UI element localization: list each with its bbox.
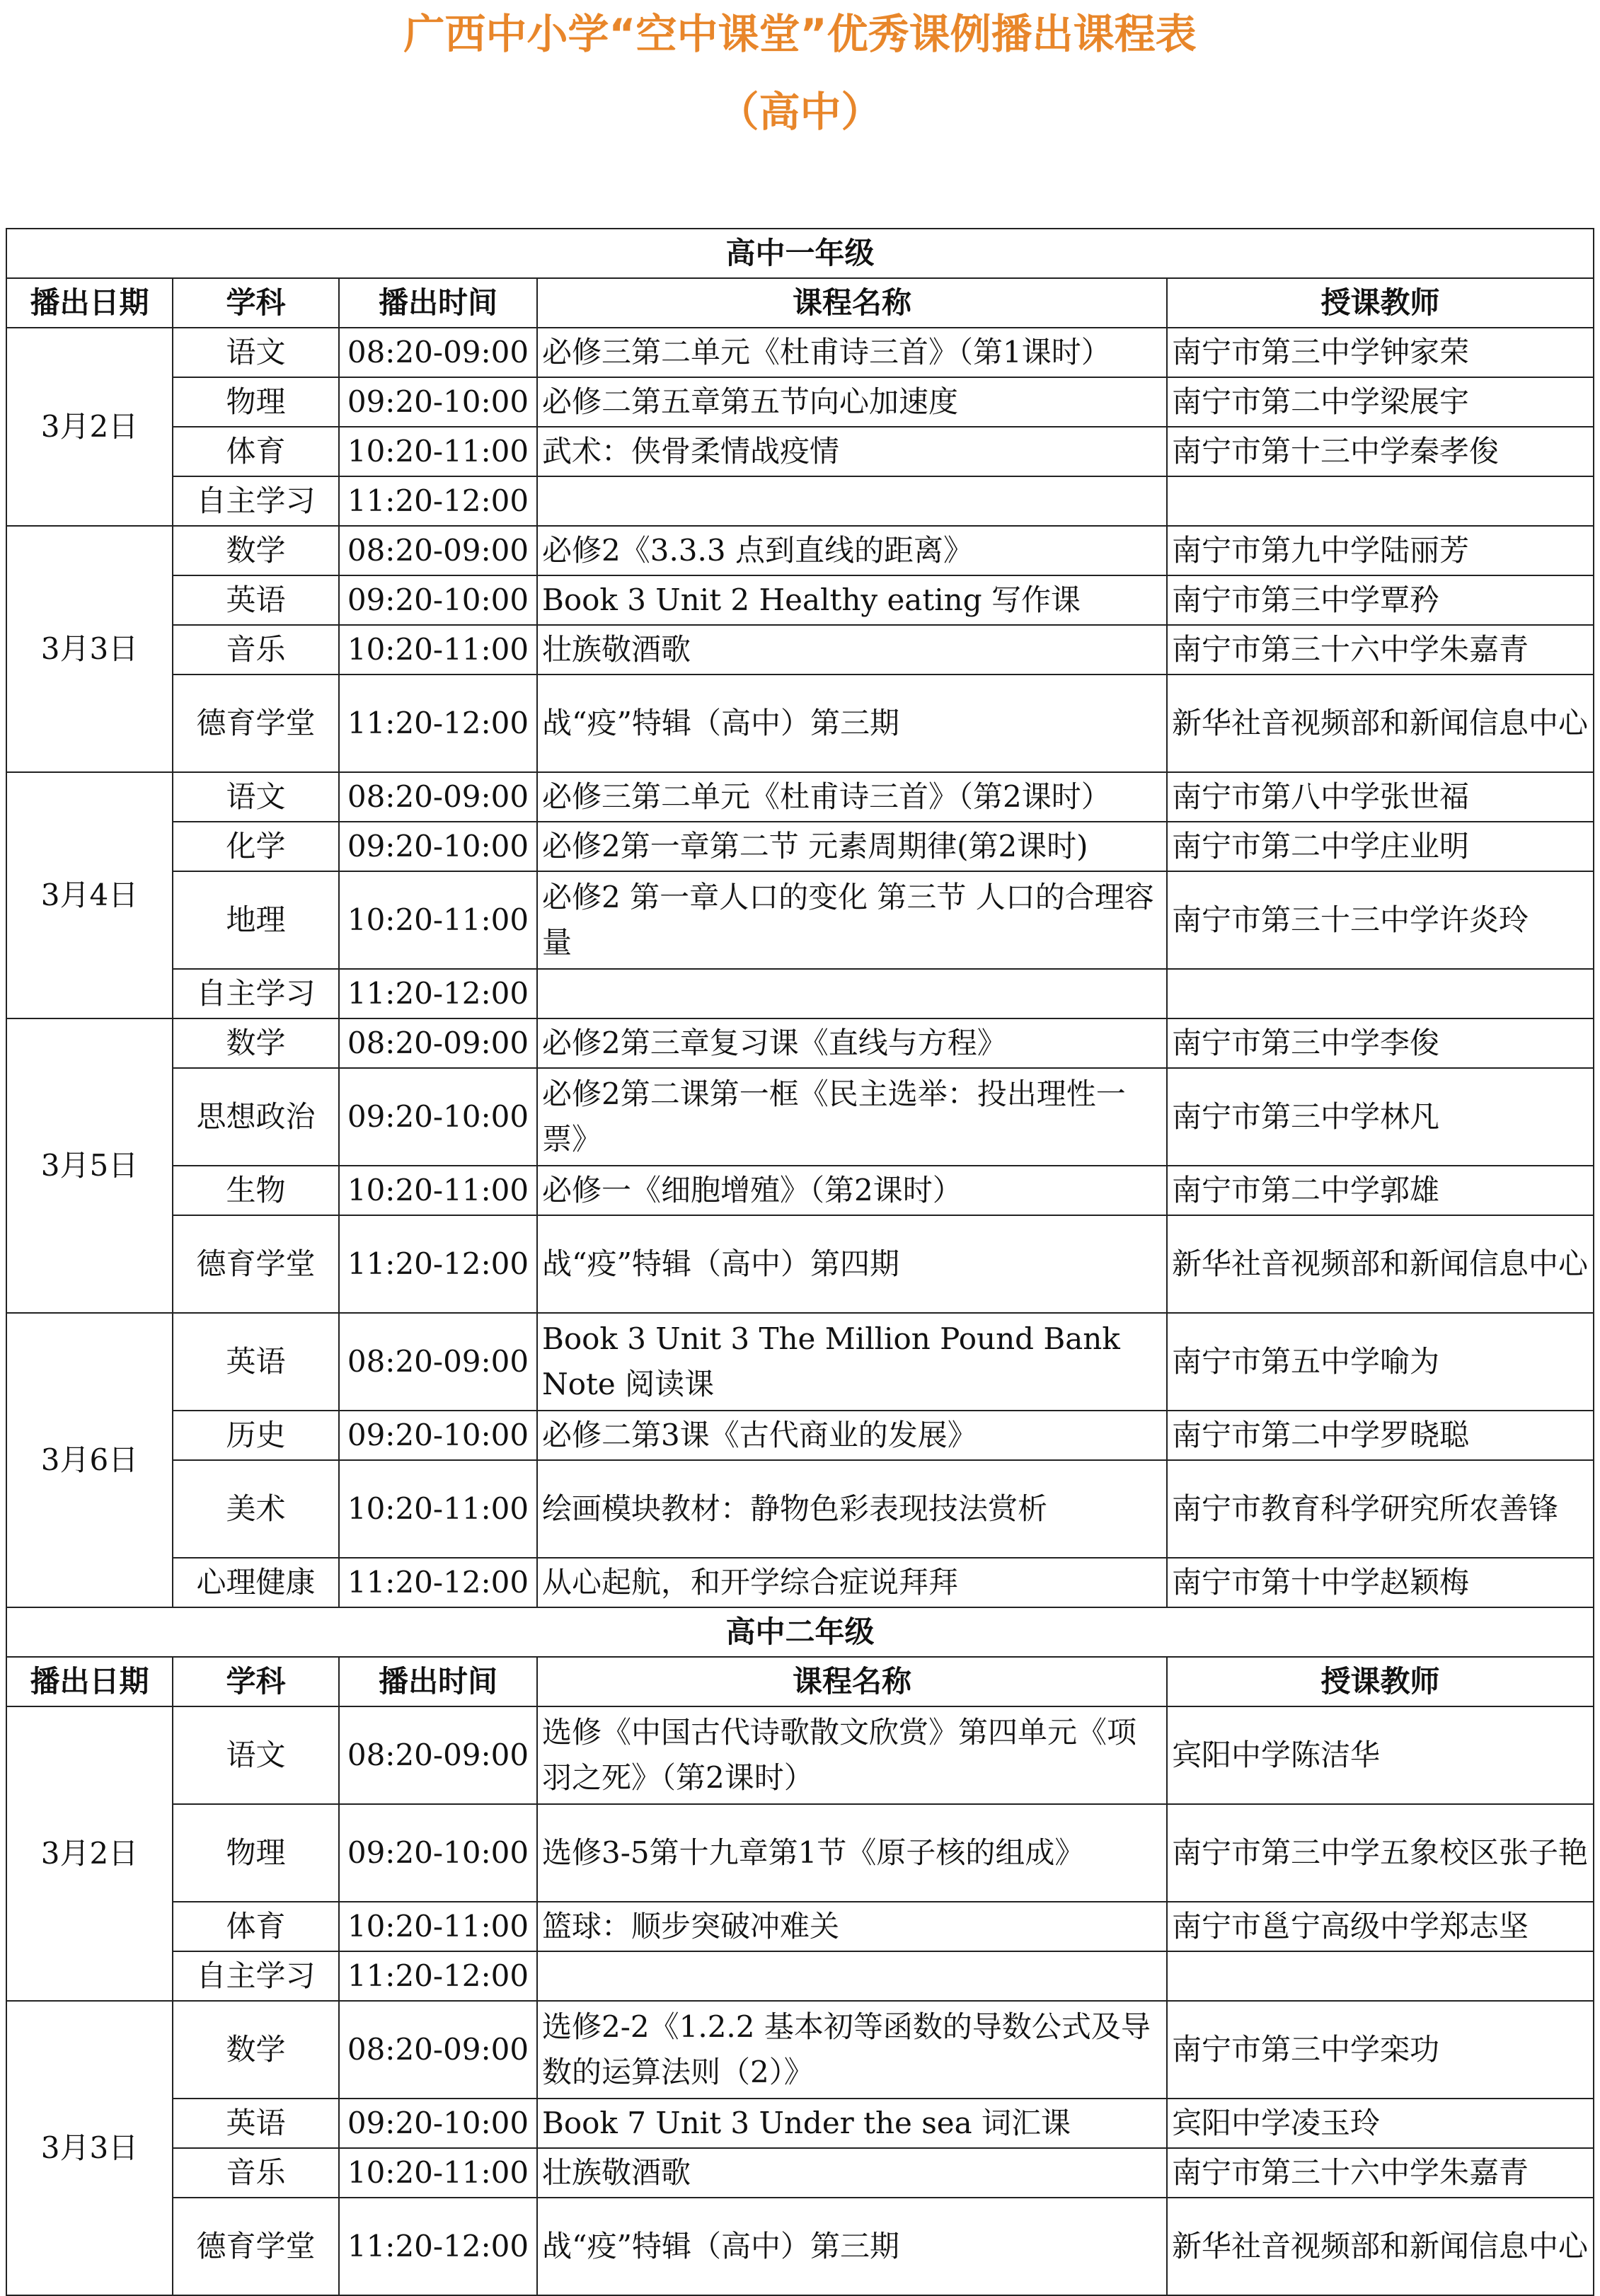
subject-cell: 音乐 [173,625,339,675]
course-cell: 必修二第3课《古代商业的发展》 [537,1411,1167,1460]
table-row [6,1460,1594,1558]
teacher-cell: 新华社音视频部和新闻信息中心 [1167,1215,1594,1313]
teacher-cell: 南宁市第十中学赵颖梅 [1167,1558,1594,1607]
date-cell: 3月4日 [6,772,173,1018]
header-date: 播出日期 [6,1657,173,1706]
course-cell: 壮族敬酒歌 [537,2148,1167,2198]
time-cell: 11:20-12:00 [339,675,537,772]
time-cell: 11:20-12:00 [339,1951,537,2001]
teacher-cell [1167,969,1594,1018]
subject-cell: 化学 [173,822,339,871]
time-cell: 09:20-10:00 [339,1411,537,1460]
header-teacher: 授课教师 [1167,278,1594,328]
time-cell: 09:20-10:00 [339,2099,537,2148]
subject-cell: 德育学堂 [173,675,339,772]
header-date: 播出日期 [6,278,173,328]
table-row [6,822,1594,871]
time-cell: 10:20-11:00 [339,1166,537,1215]
table-row [6,1951,1594,2001]
course-cell [537,969,1167,1018]
time-cell: 09:20-10:00 [339,575,537,625]
time-cell: 10:20-11:00 [339,2148,537,2198]
subject-cell: 历史 [173,1411,339,1460]
course-cell: 必修一《细胞增殖》（第2课时） [537,1166,1167,1215]
course-cell: Book 3 Unit 2 Healthy eating 写作课 [537,575,1167,625]
course-cell: 必修2《3.3.3 点到直线的距离》 [537,526,1167,575]
time-cell: 09:20-10:00 [339,377,537,427]
subject-cell: 心理健康 [173,1558,339,1607]
course-cell: 必修二第五章第五节向心加速度 [537,377,1167,427]
grade-title: 高中二年级 [6,1607,1594,1657]
subject-cell: 数学 [173,1018,339,1068]
subject-cell: 语文 [173,772,339,822]
subject-cell: 语文 [173,328,339,377]
course-cell: 壮族敬酒歌 [537,625,1167,675]
subject-cell: 自主学习 [173,476,339,526]
time-cell: 08:20-09:00 [339,772,537,822]
course-cell: Book 7 Unit 3 Under the sea 词汇课 [537,2099,1167,2148]
grade-header-row [6,1607,1594,1657]
header-time: 播出时间 [339,1657,537,1706]
table-row [6,427,1594,476]
table-row [6,2198,1594,2295]
subject-cell: 美术 [173,1460,339,1558]
teacher-cell: 南宁市第二中学梁展宇 [1167,377,1594,427]
teacher-cell: 新华社音视频部和新闻信息中心 [1167,675,1594,772]
time-cell: 10:20-11:00 [339,871,537,969]
course-cell: 必修2第一章第二节 元素周期律(第2课时) [537,822,1167,871]
course-cell: 必修2第二课第一框《民主选举：投出理性一票》 [537,1068,1167,1166]
course-cell: 篮球：顺步突破冲难关 [537,1902,1167,1951]
time-cell: 08:20-09:00 [339,328,537,377]
time-cell: 11:20-12:00 [339,2198,537,2295]
subject-cell: 数学 [173,2001,339,2099]
teacher-cell: 南宁市第二中学罗晓聪 [1167,1411,1594,1460]
course-cell: 必修三第二单元《杜甫诗三首》（第2课时） [537,772,1167,822]
teacher-cell: 南宁市第三中学林凡 [1167,1068,1594,1166]
table-row [6,1411,1594,1460]
course-cell: 战“疫”特辑（高中）第三期 [537,2198,1167,2295]
subject-cell: 体育 [173,427,339,476]
time-cell: 08:20-09:00 [339,1706,537,1804]
subject-cell: 物理 [173,377,339,427]
teacher-cell: 新华社音视频部和新闻信息中心 [1167,2198,1594,2295]
page-subtitle: （高中） [718,88,882,136]
course-cell: Book 3 Unit 3 The Million Pound Bank Note 阅读课 [537,1313,1167,1411]
teacher-cell: 南宁市第十三中学秦孝俊 [1167,427,1594,476]
time-cell: 08:20-09:00 [339,1313,537,1411]
course-cell: 战“疫”特辑（高中）第四期 [537,1215,1167,1313]
date-cell: 3月3日 [6,2001,173,2295]
teacher-cell: 南宁市第三十三中学许炎玲 [1167,871,1594,969]
teacher-cell: 南宁市第三中学李俊 [1167,1018,1594,1068]
course-cell: 从心起航，和开学综合症说拜拜 [537,1558,1167,1607]
subject-cell: 德育学堂 [173,2198,339,2295]
table-row [6,526,1594,575]
subject-cell: 英语 [173,575,339,625]
time-cell: 08:20-09:00 [339,526,537,575]
header-time: 播出时间 [339,278,537,328]
grade-title: 高中一年级 [6,229,1594,278]
subject-cell: 思想政治 [173,1068,339,1166]
subject-cell: 语文 [173,1706,339,1804]
teacher-cell: 南宁市第三中学栾功 [1167,2001,1594,2099]
time-cell: 11:20-12:00 [339,476,537,526]
subject-cell: 德育学堂 [173,1215,339,1313]
header-course: 课程名称 [537,1657,1167,1706]
time-cell: 11:20-12:00 [339,1215,537,1313]
teacher-cell: 南宁市第三中学钟家荣 [1167,328,1594,377]
table-row [6,2099,1594,2148]
schedule-table [6,228,1594,2296]
time-cell: 08:20-09:00 [339,2001,537,2099]
teacher-cell: 宾阳中学凌玉玲 [1167,2099,1594,2148]
teacher-cell: 南宁市第二中学郭雄 [1167,1166,1594,1215]
subject-cell: 英语 [173,1313,339,1411]
table-row [6,2001,1594,2099]
teacher-cell [1167,1951,1594,2001]
course-cell: 武术：侠骨柔情战疫情 [537,427,1167,476]
subject-cell: 物理 [173,1804,339,1902]
subject-cell: 地理 [173,871,339,969]
teacher-cell: 南宁市第九中学陆丽芳 [1167,526,1594,575]
teacher-cell: 宾阳中学陈洁华 [1167,1706,1594,1804]
table-row [6,1558,1594,1607]
subject-cell: 数学 [173,526,339,575]
subject-cell: 自主学习 [173,1951,339,2001]
course-cell: 必修2 第一章人口的变化 第三节 人口的合理容量 [537,871,1167,969]
course-cell: 绘画模块教材：静物色彩表现技法赏析 [537,1460,1167,1558]
table-row [6,328,1594,377]
time-cell: 09:20-10:00 [339,1804,537,1902]
table-row [6,1804,1594,1902]
course-cell: 战“疫”特辑（高中）第三期 [537,675,1167,772]
table-row [6,675,1594,772]
table-row [6,1902,1594,1951]
time-cell: 09:20-10:00 [339,1068,537,1166]
time-cell: 08:20-09:00 [339,1018,537,1068]
schedule-body [6,229,1594,2295]
table-row [6,575,1594,625]
teacher-cell: 南宁市第三中学覃矜 [1167,575,1594,625]
table-row [6,1215,1594,1313]
time-cell: 10:20-11:00 [339,1902,537,1951]
course-cell: 选修3-5第十九章第1节《原子核的组成》 [537,1804,1167,1902]
table-row [6,1068,1594,1166]
time-cell: 10:20-11:00 [339,427,537,476]
grade-header-row [6,229,1594,278]
subject-cell: 音乐 [173,2148,339,2198]
date-cell: 3月6日 [6,1313,173,1607]
subject-cell: 体育 [173,1902,339,1951]
date-cell: 3月2日 [6,328,173,526]
subject-cell: 自主学习 [173,969,339,1018]
teacher-cell: 南宁市第三十六中学朱嘉青 [1167,2148,1594,2198]
table-row [6,871,1594,969]
subject-cell: 英语 [173,2099,339,2148]
column-header-row [6,1657,1594,1706]
date-cell: 3月5日 [6,1018,173,1313]
page-title: 广西中小学“空中课堂”优秀课例播出课程表 [403,10,1197,58]
table-row [6,1706,1594,1804]
time-cell: 11:20-12:00 [339,969,537,1018]
teacher-cell: 南宁市第三中学五象校区张子艳 [1167,1804,1594,1902]
course-cell [537,476,1167,526]
column-header-row [6,278,1594,328]
teacher-cell: 南宁市第五中学喻为 [1167,1313,1594,1411]
course-cell: 选修2-2《1.2.2 基本初等函数的导数公式及导数的运算法则（2）》 [537,2001,1167,2099]
time-cell: 11:20-12:00 [339,1558,537,1607]
table-row [6,1166,1594,1215]
teacher-cell: 南宁市第八中学张世福 [1167,772,1594,822]
teacher-cell: 南宁市第三十六中学朱嘉青 [1167,625,1594,675]
header-subject: 学科 [173,1657,339,1706]
table-row [6,625,1594,675]
time-cell: 10:20-11:00 [339,1460,537,1558]
table-row [6,1018,1594,1068]
teacher-cell: 南宁市教育科学研究所农善锋 [1167,1460,1594,1558]
course-cell: 必修2第三章复习课《直线与方程》 [537,1018,1167,1068]
header-course: 课程名称 [537,278,1167,328]
teacher-cell [1167,476,1594,526]
time-cell: 09:20-10:00 [339,822,537,871]
course-cell [537,1951,1167,2001]
time-cell: 10:20-11:00 [339,625,537,675]
header-teacher: 授课教师 [1167,1657,1594,1706]
table-row [6,772,1594,822]
date-cell: 3月2日 [6,1706,173,2001]
date-cell: 3月3日 [6,526,173,772]
header-subject: 学科 [173,278,339,328]
table-row [6,377,1594,427]
table-row [6,969,1594,1018]
teacher-cell: 南宁市第二中学庄业明 [1167,822,1594,871]
course-cell: 必修三第二单元《杜甫诗三首》（第1课时） [537,328,1167,377]
table-row [6,1313,1594,1411]
teacher-cell: 南宁市邕宁高级中学郑志坚 [1167,1902,1594,1951]
course-cell: 选修《中国古代诗歌散文欣赏》第四单元《项羽之死》（第2课时） [537,1706,1167,1804]
table-row [6,2148,1594,2198]
subject-cell: 生物 [173,1166,339,1215]
table-row [6,476,1594,526]
